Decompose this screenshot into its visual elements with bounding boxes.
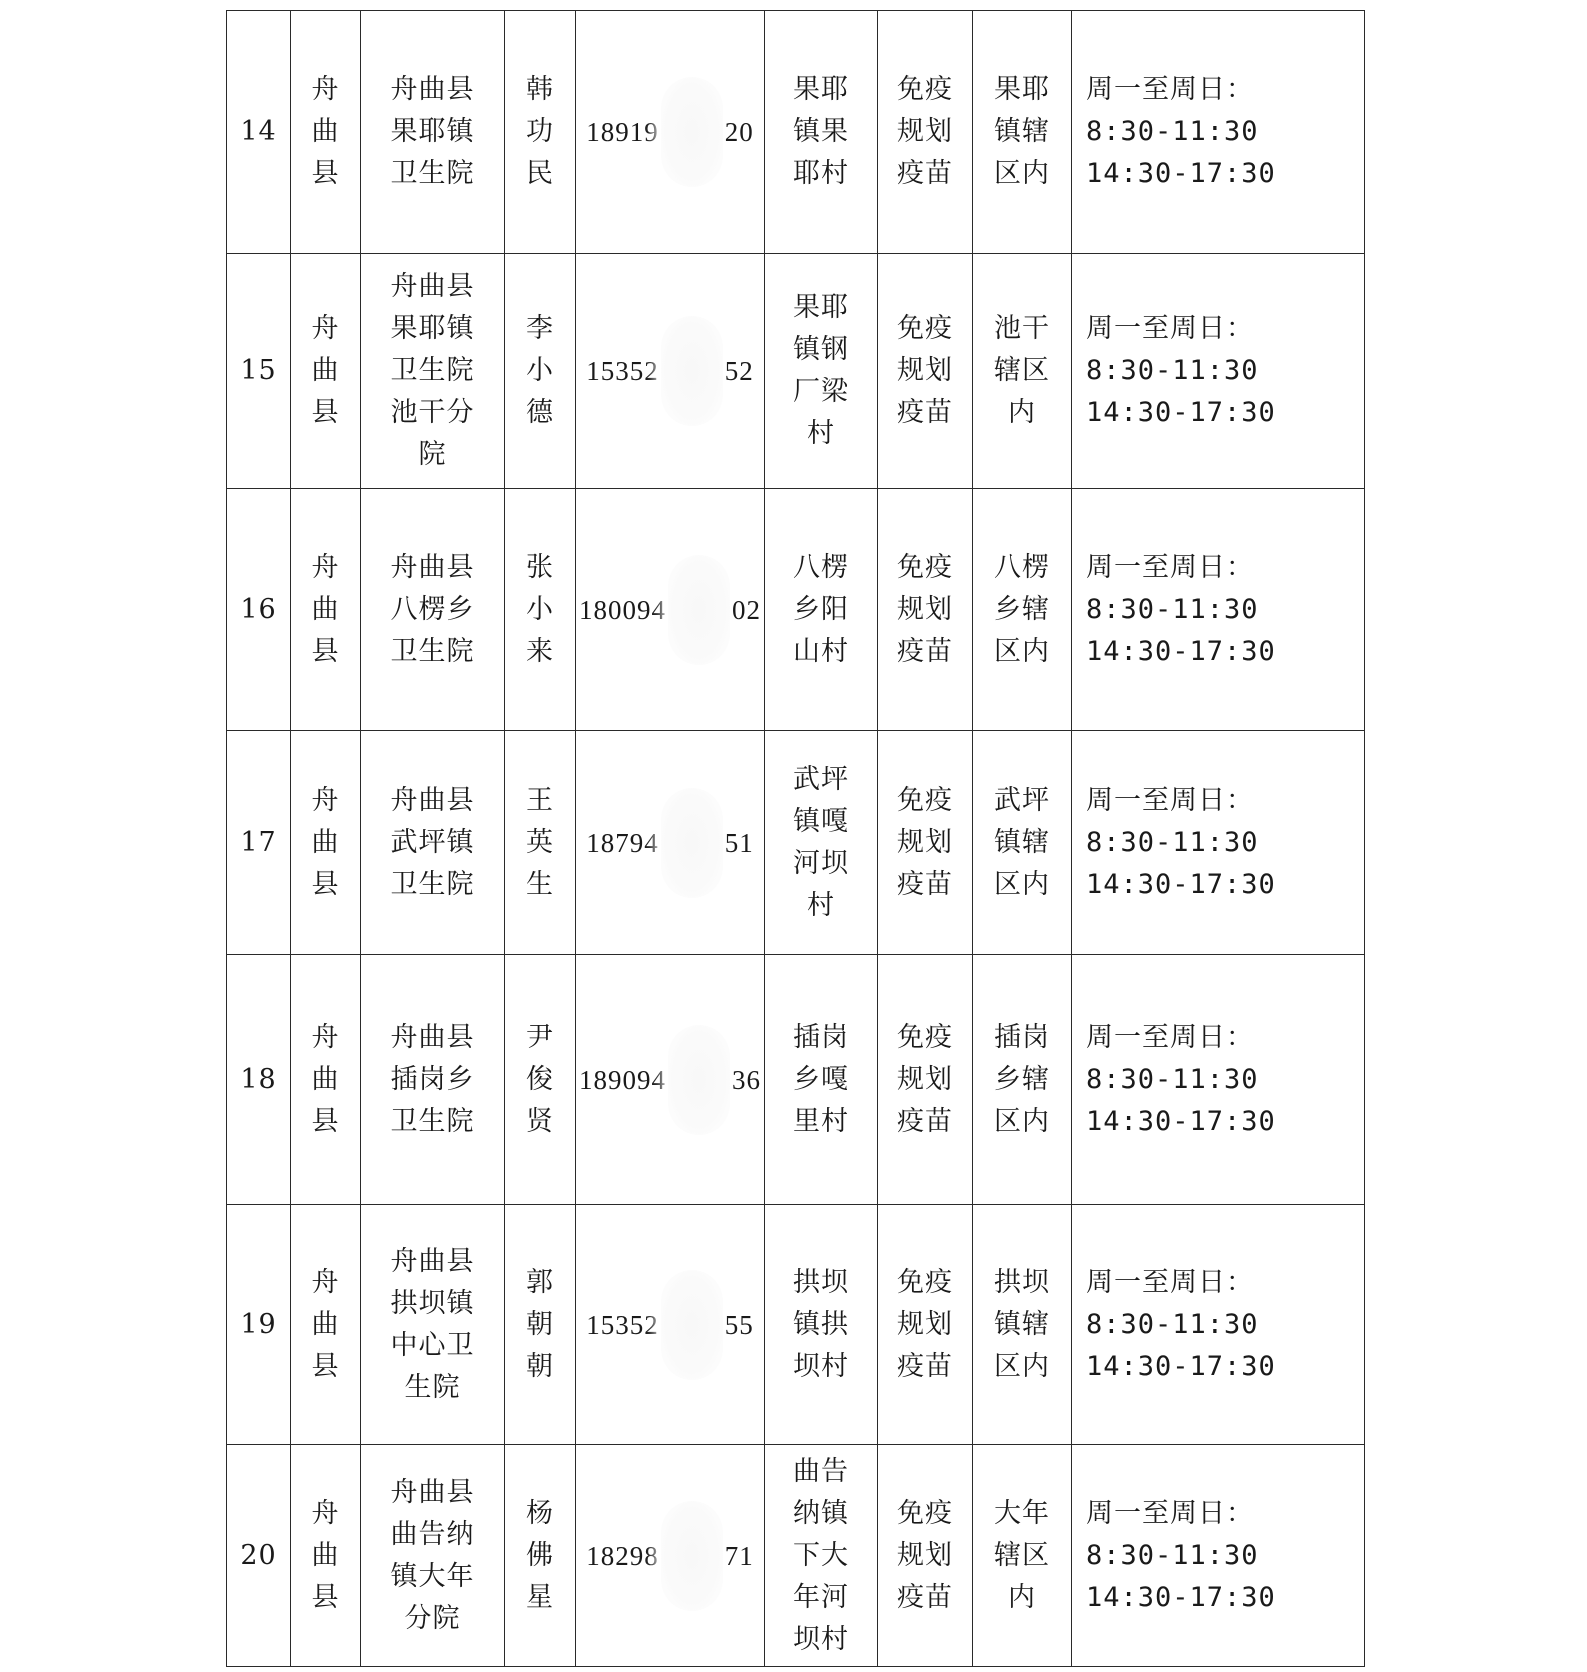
address-cell-text: 武坪 镇嘎 河坝 村 — [793, 763, 849, 921]
privacy-mask-icon — [661, 77, 723, 187]
contact-cell — [505, 11, 576, 254]
institution-cell — [361, 1205, 505, 1445]
vaccine-type-cell — [878, 955, 973, 1205]
hours-line: 8:30-11:30 — [1086, 593, 1259, 625]
phone-prefix: 180094 — [579, 594, 666, 625]
hours-line: 14:30-17:30 — [1086, 868, 1276, 900]
institution-cell-text: 舟曲县 曲告纳 镇大年 分院 — [390, 1476, 475, 1634]
address-cell-text: 插岗 乡嘎 里村 — [793, 1021, 849, 1137]
vaccine-type-cell — [878, 489, 973, 731]
hours-line: 8:30-11:30 — [1086, 1539, 1259, 1571]
phone-suffix: 71 — [724, 1540, 754, 1571]
hours-cell — [1072, 489, 1365, 731]
hours-line: 14:30-17:30 — [1086, 1350, 1276, 1382]
phone-cell — [576, 731, 765, 955]
county-cell-text: 舟 曲 县 — [311, 74, 340, 189]
address-cell-text: 曲告 纳镇 下大 年河 坝村 — [793, 1455, 849, 1655]
hours-line: 周一至周日： — [1086, 1497, 1254, 1529]
hours-line: 8:30-11:30 — [1086, 826, 1259, 858]
hours-cell — [1072, 731, 1365, 955]
vaccine-type-cell-text: 免疫 规划 疫苗 — [897, 1021, 953, 1137]
service-area-cell-text: 大年 辖区 内 — [994, 1497, 1050, 1613]
county-cell — [291, 1445, 361, 1667]
hours-line: 14:30-17:30 — [1086, 635, 1276, 667]
phone-prefix: 189094 — [579, 1064, 666, 1095]
address-cell-text: 拱坝 镇拱 坝村 — [793, 1266, 849, 1382]
address-cell — [765, 1205, 878, 1445]
contact-cell — [505, 1445, 576, 1667]
privacy-mask-icon — [661, 1501, 723, 1611]
service-area-cell-text: 武坪 镇辖 区内 — [994, 784, 1050, 900]
privacy-mask-icon — [661, 788, 723, 898]
phone-cell — [576, 1445, 765, 1667]
phone-cell — [576, 1205, 765, 1445]
institution-cell-text: 舟曲县 果耶镇 卫生院 池干分 院 — [390, 271, 475, 470]
vaccine-type-cell-text: 免疫 规划 疫苗 — [897, 1266, 953, 1382]
phone-cell — [576, 11, 765, 254]
table-body — [227, 11, 1365, 1667]
phone-suffix: 55 — [724, 1309, 754, 1340]
hours-line: 周一至周日： — [1086, 784, 1254, 816]
row-number: 17 — [227, 731, 291, 955]
address-cell — [765, 254, 878, 489]
service-area-cell — [973, 955, 1072, 1205]
table-row — [227, 1445, 1365, 1667]
contact-cell-text: 郭 朝 朝 — [526, 1266, 554, 1382]
hours-line: 8:30-11:30 — [1086, 355, 1259, 386]
county-cell — [291, 254, 361, 489]
vaccine-type-cell — [878, 1205, 973, 1445]
county-cell — [291, 955, 361, 1205]
table-row — [227, 1205, 1365, 1445]
hours-line: 14:30-17:30 — [1086, 158, 1276, 189]
vaccine-type-cell-text: 免疫 规划 疫苗 — [897, 74, 953, 189]
row-number: 20 — [227, 1445, 291, 1667]
service-area-cell — [973, 1205, 1072, 1445]
privacy-mask-icon — [668, 1025, 730, 1135]
institution-cell-text: 舟曲县 武坪镇 卫生院 — [390, 784, 475, 900]
service-area-cell — [973, 731, 1072, 955]
vaccination-site-table — [226, 10, 1365, 1667]
vaccine-type-cell-text: 免疫 规划 疫苗 — [897, 551, 953, 667]
hours-line: 8:30-11:30 — [1086, 1063, 1259, 1095]
contact-cell — [505, 955, 576, 1205]
institution-cell-text: 舟曲县 插岗乡 卫生院 — [390, 1021, 475, 1137]
county-cell — [291, 1205, 361, 1445]
vaccine-type-cell — [878, 1445, 973, 1667]
phone-prefix: 15352 — [586, 1309, 659, 1340]
county-cell — [291, 489, 361, 731]
privacy-mask-icon — [661, 1270, 723, 1380]
contact-cell — [505, 731, 576, 955]
table-row — [227, 731, 1365, 955]
hours-line: 14:30-17:30 — [1086, 1581, 1276, 1613]
table-row — [227, 254, 1365, 489]
row-number: 15 — [227, 254, 291, 489]
contact-cell-text: 张 小 来 — [526, 551, 554, 667]
phone-suffix: 02 — [732, 594, 761, 625]
county-cell — [291, 11, 361, 254]
vaccine-type-cell — [878, 731, 973, 955]
hours-cell — [1072, 1445, 1365, 1667]
contact-cell-text: 王 英 生 — [526, 784, 554, 900]
contact-cell-text: 韩 功 民 — [526, 74, 554, 189]
address-cell-text: 八楞 乡阳 山村 — [793, 551, 849, 667]
service-area-cell — [973, 11, 1072, 254]
phone-prefix: 18919 — [586, 117, 659, 147]
hours-line: 周一至周日： — [1086, 1021, 1254, 1053]
address-cell — [765, 11, 878, 254]
privacy-mask-icon — [661, 316, 723, 426]
phone-cell — [576, 254, 765, 489]
address-cell — [765, 955, 878, 1205]
address-cell — [765, 731, 878, 955]
hours-line: 周一至周日： — [1086, 74, 1254, 105]
contact-cell — [505, 489, 576, 731]
contact-cell-text: 李 小 德 — [526, 313, 554, 428]
county-cell — [291, 731, 361, 955]
institution-cell-text: 舟曲县 果耶镇 卫生院 — [390, 74, 475, 189]
phone-cell — [576, 489, 765, 731]
phone-prefix: 15352 — [586, 356, 659, 386]
phone-prefix: 18794 — [586, 827, 659, 858]
phone-suffix: 36 — [732, 1064, 761, 1095]
institution-cell-text: 舟曲县 拱坝镇 中心卫 生院 — [390, 1245, 475, 1403]
table-row — [227, 489, 1365, 731]
service-area-cell-text: 八楞 乡辖 区内 — [994, 551, 1050, 667]
address-cell-text: 果耶 镇钢 厂梁 村 — [793, 292, 849, 449]
county-cell-text: 舟 曲 县 — [311, 551, 340, 667]
address-cell — [765, 489, 878, 731]
privacy-mask-icon — [668, 555, 730, 665]
hours-cell — [1072, 955, 1365, 1205]
vaccine-type-cell — [878, 254, 973, 489]
vaccine-type-cell-text: 免疫 规划 疫苗 — [897, 784, 953, 900]
hours-line: 周一至周日： — [1086, 1266, 1254, 1298]
phone-suffix: 51 — [724, 827, 754, 858]
hours-line: 8:30-11:30 — [1086, 116, 1259, 147]
vaccine-type-cell-text: 免疫 规划 疫苗 — [897, 1497, 953, 1613]
phone-cell — [576, 955, 765, 1205]
county-cell-text: 舟 曲 县 — [311, 1021, 340, 1137]
address-cell — [765, 1445, 878, 1667]
hours-cell — [1072, 254, 1365, 489]
contact-cell-text: 杨 佛 星 — [526, 1497, 554, 1613]
hours-line: 8:30-11:30 — [1086, 1308, 1259, 1340]
contact-cell — [505, 1205, 576, 1445]
service-area-cell-text: 果耶 镇辖 区内 — [994, 74, 1050, 189]
hours-line: 周一至周日： — [1086, 313, 1254, 344]
institution-cell — [361, 254, 505, 489]
service-area-cell — [973, 254, 1072, 489]
address-cell-text: 果耶 镇果 耶村 — [793, 74, 849, 189]
contact-cell — [505, 254, 576, 489]
county-cell-text: 舟 曲 县 — [311, 1266, 340, 1382]
hours-cell — [1072, 11, 1365, 254]
hours-line: 14:30-17:30 — [1086, 397, 1276, 428]
row-number: 18 — [227, 955, 291, 1205]
institution-cell — [361, 955, 505, 1205]
row-number: 19 — [227, 1205, 291, 1445]
phone-prefix: 18298 — [586, 1540, 659, 1571]
row-number: 16 — [227, 489, 291, 731]
institution-cell — [361, 731, 505, 955]
service-area-cell-text: 插岗 乡辖 区内 — [994, 1021, 1050, 1137]
table-row — [227, 955, 1365, 1205]
service-area-cell-text: 拱坝 镇辖 区内 — [994, 1266, 1050, 1382]
institution-cell — [361, 1445, 505, 1667]
county-cell-text: 舟 曲 县 — [311, 313, 340, 428]
row-number: 14 — [227, 11, 291, 254]
service-area-cell-text: 池干 辖区 内 — [994, 313, 1050, 428]
institution-cell — [361, 489, 505, 731]
hours-line: 周一至周日： — [1086, 551, 1254, 583]
hours-line: 14:30-17:30 — [1086, 1105, 1276, 1137]
county-cell-text: 舟 曲 县 — [311, 1497, 340, 1613]
service-area-cell — [973, 489, 1072, 731]
contact-cell-text: 尹 俊 贤 — [526, 1021, 554, 1137]
table-row — [227, 11, 1365, 254]
hours-cell — [1072, 1205, 1365, 1445]
phone-suffix: 20 — [724, 117, 754, 147]
institution-cell — [361, 11, 505, 254]
vaccine-type-cell — [878, 11, 973, 254]
institution-cell-text: 舟曲县 八楞乡 卫生院 — [390, 551, 475, 667]
county-cell-text: 舟 曲 县 — [311, 784, 340, 900]
service-area-cell — [973, 1445, 1072, 1667]
vaccine-type-cell-text: 免疫 规划 疫苗 — [897, 313, 953, 428]
phone-suffix: 52 — [724, 356, 754, 386]
